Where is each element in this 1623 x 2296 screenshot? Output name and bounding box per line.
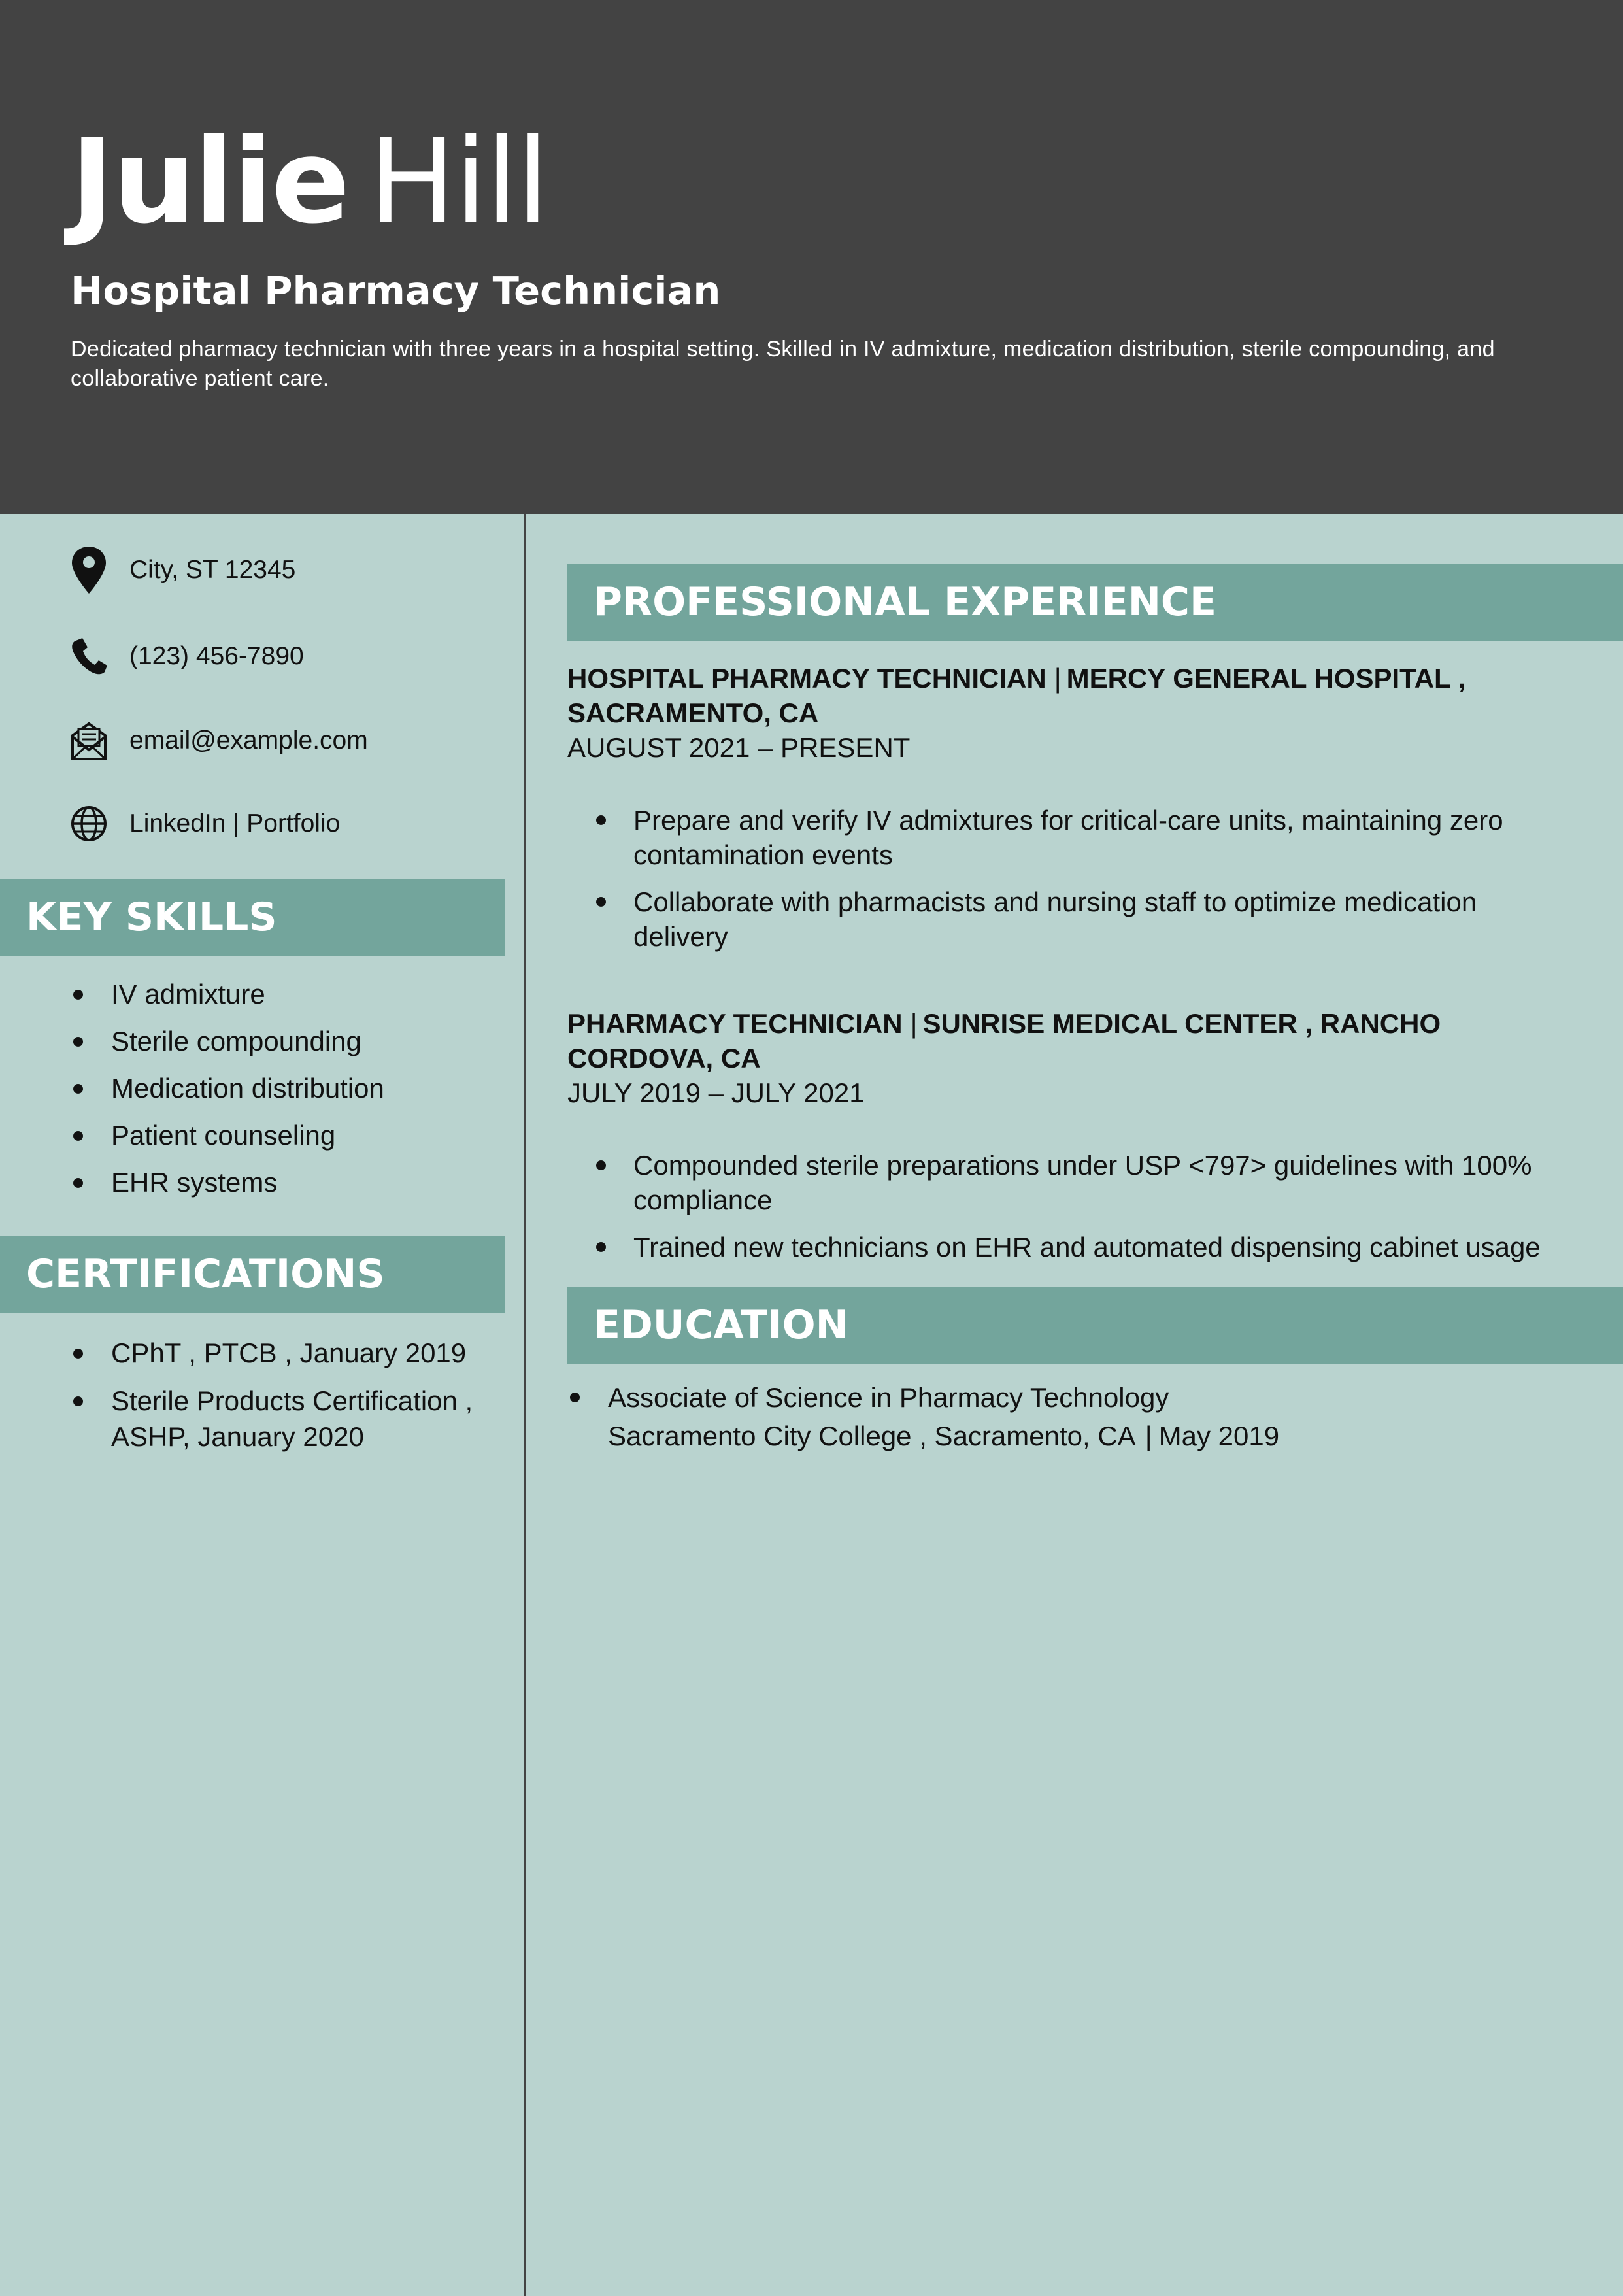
job-role: HOSPITAL PHARMACY TECHNICIAN <box>567 663 1046 694</box>
skill-item: Patient counseling <box>71 1117 384 1164</box>
job-heading <box>567 661 1574 730</box>
resume-header <box>0 0 1623 514</box>
envelope-icon <box>71 715 107 767</box>
job-dates: JULY 2019 – JULY 2021 <box>567 1077 865 1108</box>
job-role: PHARMACY TECHNICIAN <box>567 1008 903 1039</box>
profile-summary: Dedicated pharmacy technician with three years in a hospital setting. Skilled in IV admixture, medication distribution, sterile compounding, and collaborative patient care. <box>71 337 1495 391</box>
school: Sacramento City College , Sacramento, CA <box>608 1421 1136 1451</box>
job-bullet: Prepare and verify IV admixtures for critical-care units, maintaining zero contamination events <box>567 803 1575 872</box>
job-employer: SUNRISE MEDICAL CENTER , RANCHO CORDOVA, CA <box>567 1008 1441 1073</box>
job-title: Hospital Pharmacy Technician <box>71 268 721 313</box>
separator: | <box>1145 1421 1152 1451</box>
globe-icon <box>71 798 107 850</box>
contact-phone <box>71 630 304 683</box>
job-entry <box>567 1006 1574 1277</box>
job-employer: MERCY GENERAL HOSPITAL , SACRAMENTO, CA <box>567 663 1466 728</box>
location-text: City, ST 12345 <box>129 556 296 584</box>
contact-links <box>71 798 340 850</box>
phone-icon <box>71 630 107 683</box>
job-bullets <box>567 1148 1574 1264</box>
separator: | <box>1054 663 1062 694</box>
education-header <box>567 1287 1623 1364</box>
separator: | <box>910 1008 918 1039</box>
skill-item: Sterile compounding <box>71 1023 384 1070</box>
column-divider <box>524 514 526 2296</box>
job-bullet: Trained new technicians on EHR and automated dispensing cabinet usage <box>567 1230 1575 1264</box>
email-text[interactable]: email@example.com <box>129 726 368 754</box>
job-heading <box>567 1006 1574 1075</box>
key-skills-heading: KEY SKILLS <box>26 894 277 940</box>
certifications-header <box>0 1236 505 1313</box>
job-bullet: Collaborate with pharmacists and nursing staff to optimize medication delivery <box>567 885 1575 954</box>
graduation-date: May 2019 <box>1158 1421 1280 1451</box>
job-bullet: Compounded sterile preparations under USP <797> guidelines with 100% compliance <box>567 1148 1575 1217</box>
last-name: Hill <box>368 114 548 249</box>
experience-header <box>567 564 1623 641</box>
experience-heading: PROFESSIONAL EXPERIENCE <box>594 579 1216 625</box>
contact-email <box>71 715 368 767</box>
phone-text: (123) 456-7890 <box>129 642 304 670</box>
full-name <box>71 116 548 247</box>
links-text[interactable]: LinkedIn | Portfolio <box>129 809 341 837</box>
school-line <box>608 1417 1587 1455</box>
certification-item: Sterile Products Certification , ASHP, January 2020 <box>71 1383 502 1455</box>
skill-item: IV admixture <box>71 976 384 1023</box>
skill-item: Medication distribution <box>71 1070 384 1117</box>
certifications-list <box>71 1335 502 1466</box>
skill-item: EHR systems <box>71 1164 384 1211</box>
job-entry <box>567 661 1574 966</box>
certifications-heading: CERTIFICATIONS <box>26 1251 385 1297</box>
first-name: Julie <box>71 114 349 249</box>
contact-location <box>71 544 295 596</box>
education-item <box>567 1378 1587 1455</box>
education-entry <box>567 1378 1587 1455</box>
map-pin-icon <box>71 544 107 596</box>
certification-item: CPhT , PTCB , January 2019 <box>71 1335 502 1371</box>
education-heading: EDUCATION <box>594 1302 848 1348</box>
degree: Associate of Science in Pharmacy Technology <box>608 1382 1169 1413</box>
key-skills-list <box>71 976 384 1211</box>
job-dates: AUGUST 2021 – PRESENT <box>567 732 911 763</box>
job-bullets <box>567 803 1574 954</box>
key-skills-header <box>0 879 505 956</box>
